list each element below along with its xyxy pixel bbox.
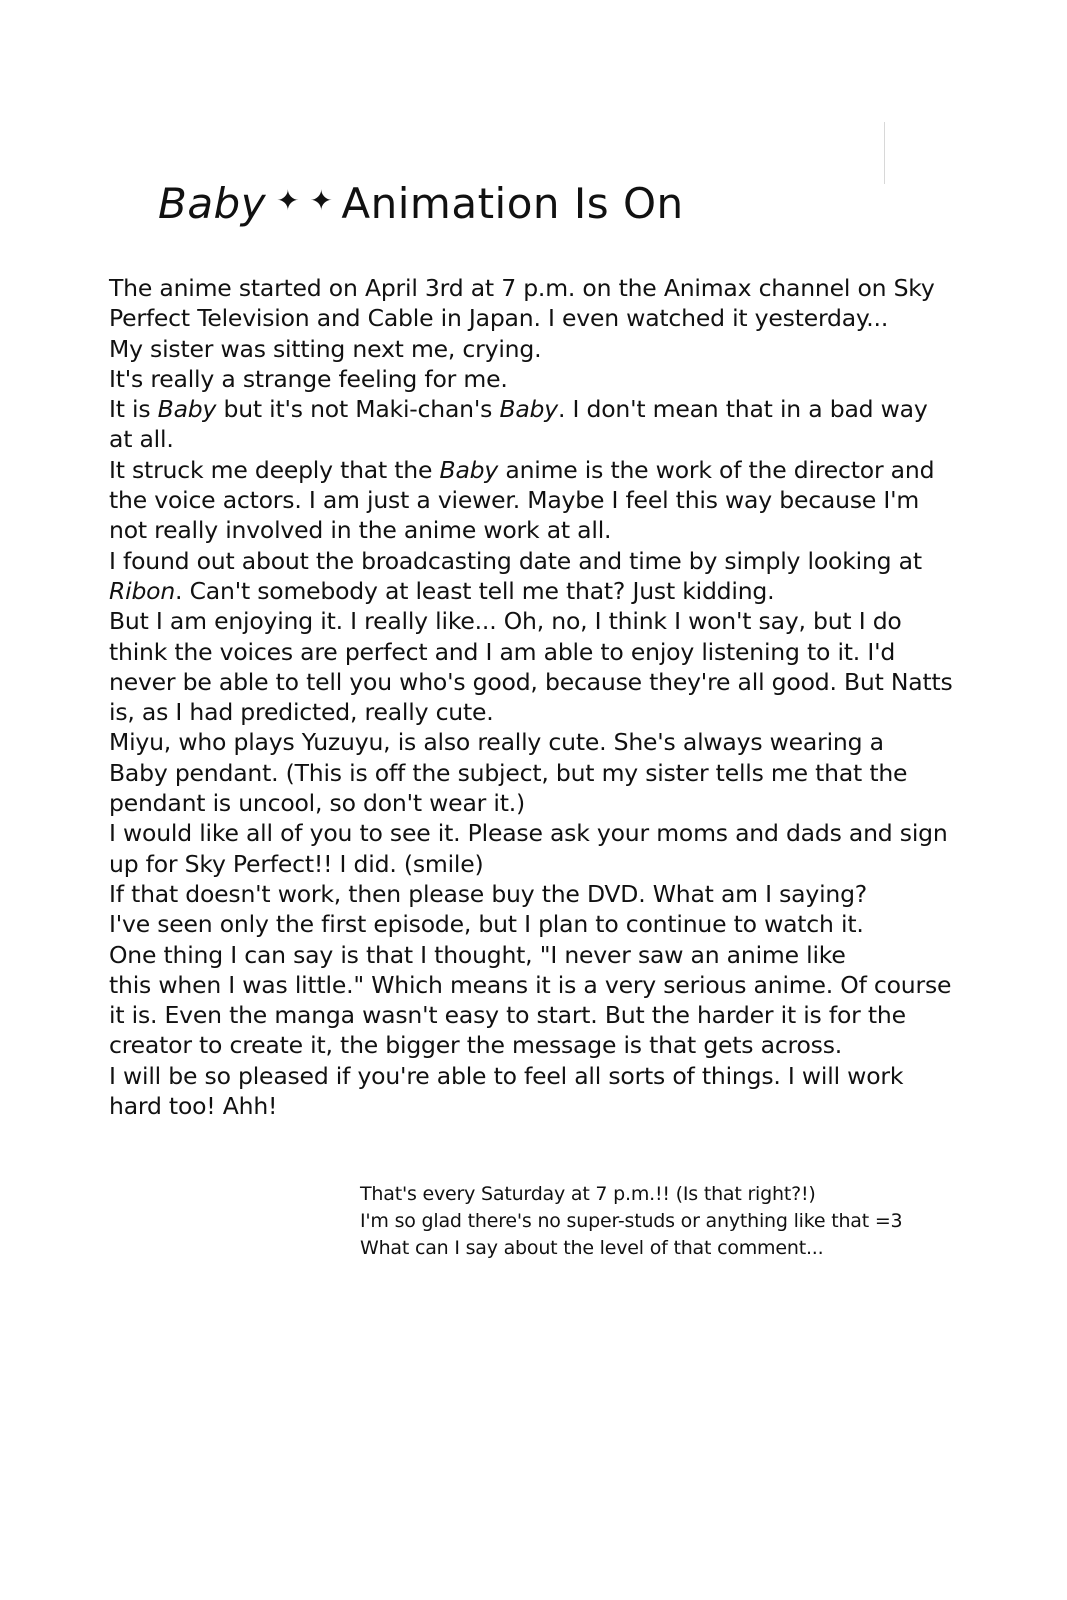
body-line: the voice actors. I am just a viewer. Maybe I feel this way because I'm bbox=[109, 486, 920, 515]
line-text: anime is the work of the director and bbox=[498, 455, 935, 484]
body-line: I will be so pleased if you're able to feel all sorts of things. I will work bbox=[109, 1061, 904, 1090]
body-line: One thing I can say is that I thought, "I never saw an anime like bbox=[109, 940, 846, 969]
body-line: Baby pendant. (This is off the subject, but my sister tells me that the bbox=[109, 758, 908, 787]
line-text: It is bbox=[109, 395, 158, 424]
body-line: never be able to tell you who's good, because they're all good. But Natts bbox=[109, 667, 953, 696]
line-text: . Can't somebody at least tell me that? Just kidding. bbox=[175, 576, 775, 605]
body-line: up for Sky Perfect!! I did. (smile) bbox=[109, 849, 484, 878]
body-line: If that doesn't work, then please buy the DVD. What am I saying? bbox=[109, 879, 868, 908]
body-line: It's really a strange feeling for me. bbox=[109, 364, 508, 393]
line-text: but it's not Maki-chan's bbox=[216, 395, 500, 424]
body-line: But I am enjoying it. I really like... Oh, no, I think I won't say, but I do bbox=[109, 607, 902, 636]
body-line: The anime started on April 3rd at 7 p.m. on the Animax channel on Sky bbox=[109, 274, 935, 302]
body-line bbox=[109, 455, 969, 485]
body-line: think the voices are perfect and I am able to enjoy listening to it. I'd bbox=[109, 637, 896, 666]
body-line bbox=[109, 576, 969, 606]
footnote bbox=[360, 1181, 980, 1262]
body-line: Perfect Television and Cable in Japan. I even watched it yesterday... bbox=[109, 304, 889, 333]
body-line: not really involved in the anime work at all. bbox=[109, 516, 612, 545]
body-line: My sister was sitting next me, crying. bbox=[109, 334, 542, 363]
italic-title-baby: Baby bbox=[157, 395, 217, 424]
footnote-line: That's every Saturday at 7 p.m.!! (Is that right?!) bbox=[360, 1183, 816, 1205]
body-line: Miyu, who plays Yuzuyu, is also really cute. She's always wearing a bbox=[109, 728, 884, 757]
footnote-line: I'm so glad there's no super-studs or anything like that =3 bbox=[360, 1210, 903, 1232]
page-title bbox=[158, 180, 684, 228]
title-baby: Baby bbox=[158, 179, 267, 228]
body-line: creator to create it, the bigger the message is that gets across. bbox=[109, 1031, 843, 1060]
body-line: I would like all of you to see it. Please ask your moms and dads and sign bbox=[109, 819, 948, 848]
title-animation: Animation Is On bbox=[341, 179, 684, 228]
italic-title-ribon: Ribon bbox=[109, 576, 176, 605]
line-text: . I don't mean that in a bad way bbox=[557, 395, 928, 424]
body-line: I've seen only the first episode, but I plan to continue to watch it. bbox=[109, 910, 864, 939]
body-text bbox=[109, 273, 969, 1121]
body-line bbox=[109, 394, 969, 424]
line-text: It struck me deeply that the bbox=[109, 455, 440, 484]
body-line: I found out about the broadcasting date and time by simply looking at bbox=[109, 546, 922, 575]
body-line: hard too! Ahh! bbox=[109, 1092, 278, 1121]
footnote-line: What can I say about the level of that comment... bbox=[360, 1237, 824, 1259]
page-edge-mark bbox=[884, 122, 885, 184]
italic-title-baby: Baby bbox=[439, 455, 499, 484]
title-star-icons: ✦ ✦ bbox=[276, 184, 334, 217]
italic-title-baby: Baby bbox=[499, 395, 558, 424]
body-line: is, as I had predicted, really cute. bbox=[109, 698, 494, 727]
body-line: this when I was little." Which means it is a very serious anime. Of course bbox=[109, 970, 952, 999]
body-line: it is. Even the manga wasn't easy to start. But the harder it is for the bbox=[109, 1001, 906, 1030]
body-line: at all. bbox=[109, 425, 174, 454]
body-line: pendant is uncool, so don't wear it.) bbox=[109, 789, 525, 818]
